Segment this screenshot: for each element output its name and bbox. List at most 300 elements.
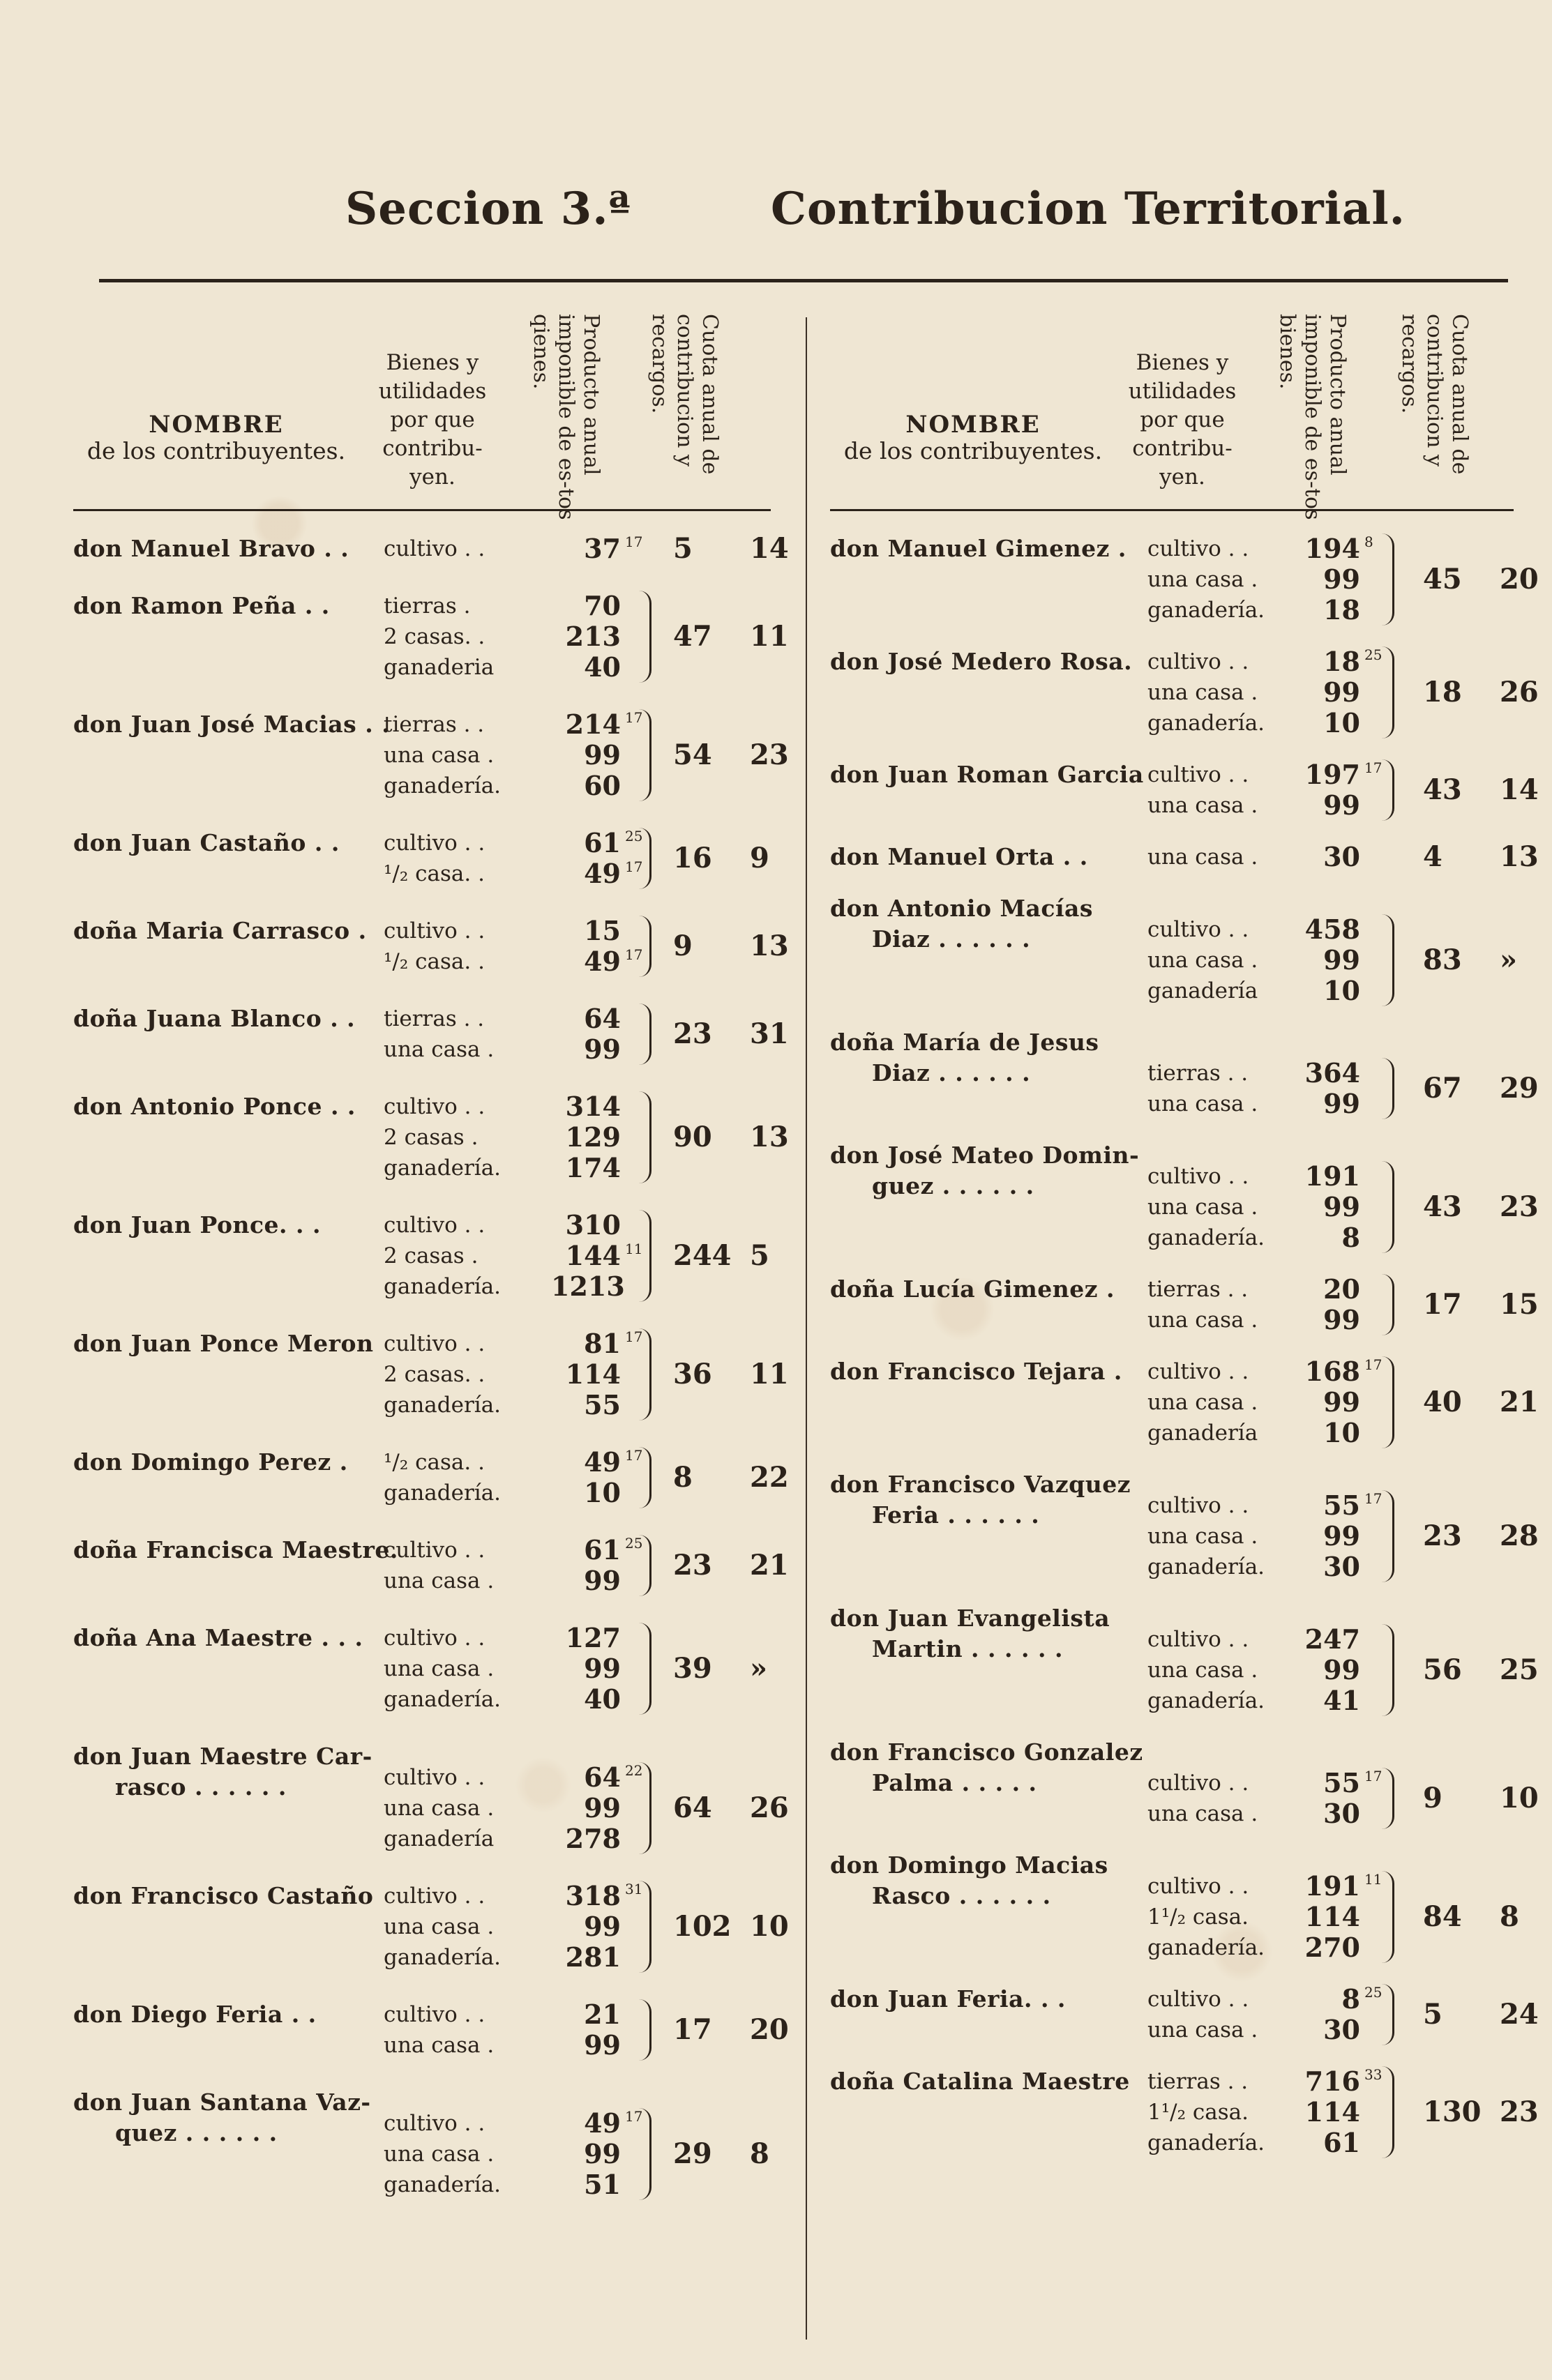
value-fraction: 25 <box>625 1535 643 1552</box>
property-value: 10 <box>1323 1417 1360 1448</box>
property-item <box>384 2169 649 2200</box>
property-type: ganadería. <box>1147 1688 1265 1713</box>
quota-amount: 45 20 <box>1423 563 1539 596</box>
property-value: 191 <box>1304 1870 1360 1902</box>
contributor-name: don Francisco Castaño <box>73 1882 374 1909</box>
property-value: 278 <box>565 1823 621 1854</box>
contributor-name: don Juan Santana Vaz- quez . . . . . . <box>73 2089 371 2146</box>
property-item <box>384 916 649 946</box>
property-type: cultivo . . <box>1147 1627 1249 1652</box>
property-item <box>1147 976 1388 1006</box>
property-type: una casa . <box>1147 793 1258 818</box>
table-row <box>73 708 789 828</box>
contributor-name: doña María de Jesus Diaz . . . . . . <box>830 1029 1099 1086</box>
property-value: 114 <box>1304 1901 1360 1932</box>
property-item <box>384 1003 649 1034</box>
property-value: 318 <box>565 1880 621 1911</box>
contributor-name: don Manuel Orta . . <box>830 843 1088 870</box>
grouping-brace <box>631 1328 651 1420</box>
property-type: 1¹/₂ casa. <box>1147 1904 1249 1930</box>
property-value: 60 <box>584 770 621 801</box>
property-list <box>1147 1984 1388 2045</box>
property-value: 99 <box>1323 1654 1360 1685</box>
grouping-brace <box>1374 533 1394 626</box>
property-value: 40 <box>584 1683 621 1715</box>
value-fraction: 17 <box>625 1328 643 1345</box>
property-item <box>384 1034 649 1065</box>
property-item <box>1147 842 1388 872</box>
property-item <box>1147 1387 1388 1418</box>
contributor-name: don Juan Ponce Meron <box>73 1330 374 1357</box>
contributor-name: don Antonio Ponce . . <box>73 1093 356 1120</box>
property-type: ganadería. <box>1147 1225 1265 1250</box>
property-type: ganadería. <box>384 1687 502 1712</box>
contributor-name: don Juan Roman Garcia <box>830 761 1144 788</box>
value-fraction: 17 <box>625 1447 643 1464</box>
property-type: una casa . <box>384 1568 495 1593</box>
property-list <box>384 1623 649 1715</box>
property-value: 20 <box>1323 1273 1360 1305</box>
property-type: ganadería. <box>1147 1554 1265 1579</box>
property-item <box>1147 708 1388 738</box>
grouping-brace <box>631 709 651 801</box>
property-item <box>384 1684 649 1715</box>
property-item <box>1147 1418 1388 1448</box>
property-item <box>1147 1089 1388 1119</box>
property-item <box>384 1566 649 1596</box>
property-type: tierras . . <box>1147 1277 1249 1302</box>
property-value: 99 <box>1323 1191 1360 1222</box>
property-item <box>1147 1932 1388 1963</box>
property-type: cultivo . . <box>1147 1493 1249 1518</box>
property-value: 144 <box>565 1240 621 1271</box>
property-type: ganadería. <box>1147 2130 1265 2155</box>
property-item <box>384 1359 649 1390</box>
property-type: ganadería <box>1147 1420 1258 1446</box>
property-type: una casa . <box>1147 2017 1258 2042</box>
grouping-brace <box>1374 1624 1394 1716</box>
value-fraction: 25 <box>625 828 643 844</box>
property-type: una casa . <box>1147 1195 1258 1220</box>
property-type: cultivo . . <box>1147 1771 1249 1796</box>
property-value: 99 <box>584 2029 621 2061</box>
property-value: 127 <box>565 1622 621 1653</box>
quota-amount: 16 9 <box>673 842 769 874</box>
quota-amount: 29 8 <box>673 2137 769 2170</box>
value-fraction: 17 <box>1364 1768 1383 1784</box>
header-producto: Producto anual imponible de es-tos qienes. <box>529 314 603 520</box>
property-item <box>384 1328 649 1359</box>
quota-amount: 39 » <box>673 1652 767 1685</box>
value-fraction: 22 <box>625 1762 643 1779</box>
property-value: 213 <box>565 621 621 652</box>
property-item <box>384 1447 649 1478</box>
value-fraction: 17 <box>625 533 643 550</box>
grouping-brace <box>631 1210 651 1302</box>
property-value: 1213 <box>551 1271 625 1302</box>
top-rule <box>99 279 1508 282</box>
header-bienes: Bienes y utilidades por que contribu-yen. <box>378 350 487 490</box>
property-value: 114 <box>1304 2096 1360 2128</box>
property-value: 10 <box>1323 975 1360 1006</box>
property-list <box>384 828 649 889</box>
property-type: cultivo . . <box>1147 1359 1249 1384</box>
quota-amount: 40 21 <box>1423 1386 1539 1418</box>
property-item <box>384 652 649 683</box>
header-cuota: Cuota anual de contribucion y recargos. <box>1397 314 1472 475</box>
table-row <box>73 590 789 709</box>
grouping-brace <box>1374 914 1394 1006</box>
value-fraction: 17 <box>1364 1490 1383 1507</box>
property-item <box>1147 533 1388 564</box>
table-header-right <box>830 293 1514 520</box>
property-type: una casa . <box>384 2142 495 2167</box>
property-item <box>384 828 649 858</box>
grouping-brace <box>1374 1871 1394 1963</box>
property-type: ¹/₂ casa. . <box>384 949 485 974</box>
property-item <box>384 1390 649 1420</box>
contributor-name: doña Catalina Maestre <box>830 2068 1130 2095</box>
contributor-name: doña Juana Blanco . . <box>73 1005 356 1032</box>
property-list <box>384 1091 649 1183</box>
property-value: 99 <box>1323 789 1360 821</box>
table-row <box>830 840 1539 893</box>
table-row <box>830 2066 1539 2179</box>
property-list <box>384 1999 649 2061</box>
property-value: 49 <box>584 946 621 977</box>
property-item <box>1147 646 1388 677</box>
quota-amount: 43 23 <box>1423 1190 1539 1223</box>
property-type: tierras . . <box>1147 1061 1249 1086</box>
document-title: Contribucion Territorial. <box>771 183 1406 235</box>
grouping-brace <box>631 1623 651 1715</box>
quota-amount: 54 23 <box>673 738 789 771</box>
property-item <box>1147 1490 1388 1521</box>
property-item <box>1147 1058 1388 1089</box>
property-type: cultivo . . <box>1147 1987 1249 2012</box>
table-row <box>830 1469 1539 1603</box>
property-type: ganadería. <box>1147 711 1265 736</box>
property-type: cultivo . . <box>384 1883 485 1909</box>
property-list <box>384 1881 649 1973</box>
contributor-name: don Manuel Bravo . . <box>73 535 349 562</box>
property-type: una casa . <box>1147 844 1258 870</box>
grouping-brace <box>631 1762 651 1854</box>
property-item <box>384 1535 649 1566</box>
table-row <box>830 893 1517 1027</box>
property-value: 99 <box>1323 563 1360 595</box>
property-value: 61 <box>584 1534 621 1566</box>
property-item <box>1147 1798 1388 1829</box>
contributor-name: don José Mateo Domin- guez . . . . . . <box>830 1142 1140 1199</box>
property-type: una casa . <box>384 1914 495 1939</box>
grouping-brace <box>1374 759 1394 821</box>
table-row <box>830 1140 1539 1274</box>
property-value: 30 <box>1323 841 1360 872</box>
contributor-name: don Antonio Macías Diaz . . . . . . <box>830 895 1093 953</box>
contributor-name: don Domingo Macias Rasco . . . . . . <box>830 1851 1108 1909</box>
property-type: ¹/₂ casa. . <box>384 1450 485 1475</box>
property-value: 64 <box>584 1003 621 1034</box>
property-type: una casa . <box>1147 567 1258 592</box>
property-type: cultivo . . <box>384 831 485 856</box>
header-cuota: Cuota anual de contribucion y recargos. <box>647 314 722 475</box>
property-type: 2 casas. . <box>384 1362 485 1387</box>
property-item <box>384 1210 649 1241</box>
property-type: ganadería. <box>384 1155 502 1181</box>
table-row <box>73 1880 789 1999</box>
property-type: 2 casas . <box>384 1243 479 1268</box>
quota-amount: 18 26 <box>1423 676 1539 708</box>
property-value: 15 <box>584 915 621 946</box>
property-list <box>1147 1624 1388 1716</box>
table-row <box>73 1999 789 2087</box>
grouping-brace <box>631 1881 651 1973</box>
property-value: 99 <box>584 1653 621 1684</box>
property-item <box>1147 914 1388 945</box>
property-item <box>384 771 649 801</box>
table-row <box>73 1446 789 1535</box>
property-type: ¹/₂ casa. . <box>384 861 485 886</box>
property-item <box>1147 564 1388 595</box>
table-row <box>73 1328 789 1447</box>
property-type: 2 casas . <box>384 1125 479 1150</box>
property-type: cultivo . . <box>384 2111 485 2136</box>
property-type: cultivo . . <box>384 1765 485 1790</box>
property-value: 214 <box>565 708 621 740</box>
property-list <box>384 1447 649 1508</box>
property-value: 99 <box>1323 1386 1360 1418</box>
property-item <box>384 1653 649 1684</box>
table-row <box>73 828 771 916</box>
property-type: una casa . <box>1147 1308 1258 1333</box>
value-fraction: 17 <box>625 709 643 726</box>
property-list <box>1147 1058 1388 1119</box>
value-fraction: 31 <box>625 1881 643 1897</box>
contributor-name: don Domingo Perez . <box>73 1448 348 1476</box>
contributor-name: don Ramon Peña . . <box>73 592 330 619</box>
table-row <box>830 1603 1539 1737</box>
header-rule <box>830 509 1514 511</box>
property-type: ganadería. <box>384 1393 502 1418</box>
quota-amount: 17 20 <box>673 2013 789 2046</box>
property-value: 41 <box>1323 1685 1360 1716</box>
contributor-name: don Juan Maestre Car- rasco . . . . . . <box>73 1743 372 1801</box>
contributor-name: don Juan Feria. . . <box>830 1985 1066 2013</box>
property-list <box>384 1762 649 1854</box>
property-item <box>384 858 649 889</box>
property-value: 49 <box>584 858 621 889</box>
property-value: 174 <box>565 1152 621 1183</box>
value-fraction: 17 <box>625 858 643 875</box>
property-item <box>1147 790 1388 821</box>
quota-amount: 5 24 <box>1423 1998 1539 2031</box>
value-fraction: 11 <box>1364 1871 1383 1888</box>
property-type: una casa . <box>1147 1091 1258 1116</box>
property-type: cultivo . . <box>384 1213 485 1238</box>
property-value: 114 <box>565 1358 621 1390</box>
property-item <box>1147 2015 1388 2045</box>
table-row <box>830 1983 1539 2066</box>
contributor-name: doña Francisca Maestre. <box>73 1536 398 1563</box>
property-type: cultivo . . <box>384 1094 485 1119</box>
contributor-name: doña Ana Maestre . . . <box>73 1624 363 1651</box>
property-value: 168 <box>1304 1356 1360 1387</box>
grouping-brace <box>631 1535 651 1596</box>
quota-amount: 64 26 <box>673 1791 789 1824</box>
property-value: 30 <box>1323 2014 1360 2045</box>
table-row <box>73 1534 789 1623</box>
property-item <box>1147 1161 1388 1192</box>
property-value: 281 <box>565 1941 621 1973</box>
contributor-name: don Francisco Gonzalez Palma . . . . . <box>830 1738 1143 1796</box>
grouping-brace <box>1374 1768 1394 1829</box>
property-value: 99 <box>1323 1304 1360 1335</box>
property-item <box>384 533 649 564</box>
property-value: 197 <box>1304 759 1360 790</box>
quota-amount: 56 25 <box>1423 1653 1539 1686</box>
table-row <box>73 915 789 1003</box>
property-type: una casa . <box>1147 1390 1258 1415</box>
quota-amount: 90 13 <box>673 1121 789 1153</box>
property-value: 81 <box>584 1328 621 1359</box>
grouping-brace <box>1374 1274 1394 1335</box>
value-fraction: 17 <box>625 946 643 963</box>
quota-amount: 84 8 <box>1423 1900 1519 1933</box>
property-item <box>384 1942 649 1973</box>
contributor-name: don Juan Evangelista Martin . . . . . . <box>830 1605 1110 1662</box>
table-row <box>830 533 1539 646</box>
quota-amount: 83 » <box>1423 943 1517 976</box>
property-item <box>384 1999 649 2030</box>
property-list <box>384 2108 649 2200</box>
property-list <box>384 591 649 683</box>
grouping-brace <box>631 1091 651 1183</box>
property-type: cultivo . . <box>1147 762 1249 787</box>
property-type: una casa . <box>384 2033 495 2058</box>
property-list <box>1147 1768 1388 1829</box>
section-title: Seccion 3.ª <box>345 183 631 235</box>
property-value: 99 <box>584 739 621 771</box>
quota-amount: 23 31 <box>673 1017 789 1050</box>
property-value: 49 <box>584 1446 621 1478</box>
property-item <box>384 1881 649 1911</box>
property-value: 61 <box>1323 2127 1360 2158</box>
contributor-name: don Manuel Gimenez . <box>830 535 1127 562</box>
property-item <box>384 946 649 977</box>
property-list <box>1147 842 1388 872</box>
property-item <box>1147 1192 1388 1222</box>
property-value: 55 <box>1323 1767 1360 1798</box>
table-row <box>73 1091 789 1210</box>
contributor-name: doña Maria Carrasco . <box>73 917 367 944</box>
value-fraction: 8 <box>1364 533 1373 550</box>
table-row <box>73 2087 771 2227</box>
table-row <box>73 1210 771 1328</box>
property-list <box>1147 646 1388 738</box>
property-type: cultivo . . <box>384 2002 485 2027</box>
property-value: 55 <box>584 1389 621 1420</box>
property-value: 310 <box>565 1209 621 1241</box>
value-fraction: 17 <box>625 2108 643 2125</box>
property-item <box>384 1153 649 1183</box>
property-type: ganadería. <box>384 2172 502 2197</box>
grouping-brace <box>631 591 651 683</box>
property-value: 8 <box>1341 1222 1360 1253</box>
property-type: cultivo . . <box>1147 1874 1249 1899</box>
property-item <box>384 591 649 621</box>
contributor-name: don Francisco Vazquez Feria . . . . . . <box>830 1471 1131 1529</box>
property-value: 61 <box>584 827 621 858</box>
value-fraction: 17 <box>1364 759 1383 776</box>
property-item <box>1147 945 1388 976</box>
grouping-brace <box>631 828 651 889</box>
grouping-brace <box>1374 1161 1394 1253</box>
property-type: cultivo . . <box>384 918 485 943</box>
property-value: 99 <box>584 2138 621 2169</box>
property-item <box>384 621 649 652</box>
value-fraction: 11 <box>625 1241 643 1257</box>
property-item <box>1147 1274 1388 1305</box>
property-list <box>1147 2066 1388 2158</box>
table-row <box>830 1027 1539 1140</box>
property-value: 99 <box>584 1565 621 1596</box>
property-type: una casa . <box>1147 948 1258 973</box>
contributor-name: don Juan Castaño . . <box>73 829 340 856</box>
property-type: ganadería. <box>1147 598 1265 623</box>
property-item <box>384 2108 649 2139</box>
property-type: una casa . <box>1147 1801 1258 1826</box>
grouping-brace <box>1374 1490 1394 1582</box>
property-item <box>1147 2097 1388 2128</box>
property-type: ganadería. <box>384 1945 502 1970</box>
property-type: cultivo . . <box>384 1625 485 1651</box>
header-producto: Producto anual imponible de es-tos bienes. <box>1275 314 1350 520</box>
property-type: ganadería. <box>384 773 502 798</box>
property-item <box>1147 1655 1388 1685</box>
property-value: 99 <box>584 1792 621 1824</box>
property-value: 37 <box>584 533 621 564</box>
property-item <box>384 1793 649 1824</box>
table-row <box>830 759 1539 842</box>
property-item <box>1147 1871 1388 1902</box>
grouping-brace <box>631 1999 651 2061</box>
header-name: NOMBRE de los contribuyentes. <box>843 411 1103 464</box>
property-value: 99 <box>584 1033 621 1065</box>
property-type: una casa . <box>1147 1658 1258 1683</box>
table-row <box>73 1623 771 1741</box>
property-value: 8 <box>1341 1983 1360 2015</box>
table-row <box>830 646 1539 759</box>
contributor-name: don José Medero Rosa. <box>830 648 1133 675</box>
property-value: 716 <box>1304 2066 1360 2097</box>
property-type: tierras . . <box>1147 2069 1249 2094</box>
quota-amount: 8 22 <box>673 1461 789 1494</box>
property-type: cultivo . . <box>384 1538 485 1563</box>
property-item <box>1147 1624 1388 1655</box>
property-type: una casa . <box>384 1656 495 1681</box>
quota-amount: 23 21 <box>673 1549 789 1582</box>
property-list <box>384 1210 649 1302</box>
property-value: 49 <box>584 2107 621 2139</box>
property-item <box>1147 1685 1388 1716</box>
property-value: 18 <box>1323 646 1360 677</box>
grouping-brace <box>631 1003 651 1065</box>
property-type: ganadería. <box>384 1480 502 1506</box>
property-item <box>384 709 649 740</box>
property-item <box>384 2139 649 2169</box>
property-type: cultivo . . <box>1147 1164 1249 1189</box>
